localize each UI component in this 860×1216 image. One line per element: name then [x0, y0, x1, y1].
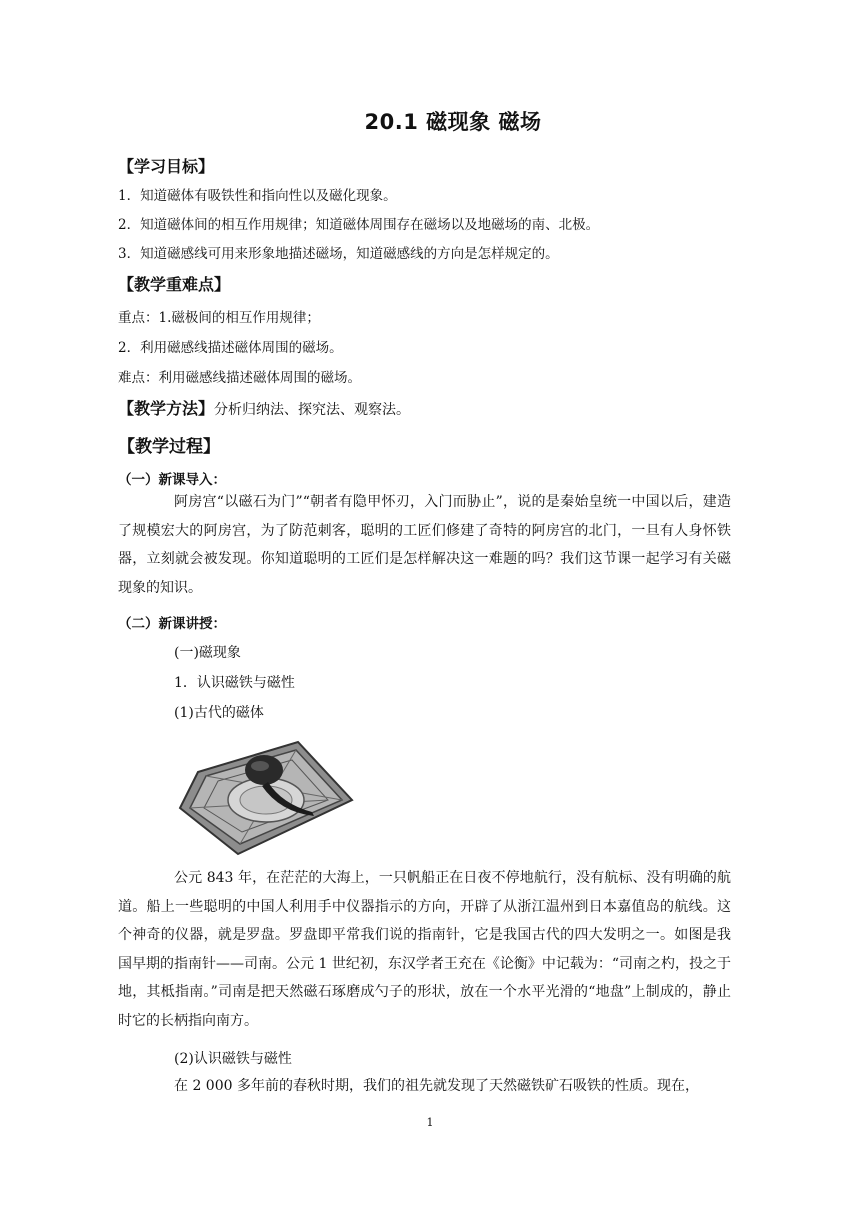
key-point-item: 2．利用磁感线描述磁体周围的磁场。 — [118, 340, 343, 356]
objective-item: 1．知道磁体有吸铁性和指向性以及磁化现象。 — [118, 188, 397, 204]
subheading-know-magnet: (2)认识磁铁与磁性 — [174, 1051, 292, 1067]
lecture-heading: （二）新课讲授： — [118, 616, 226, 632]
intro-paragraph: 阿房宫“以磁石为门”“朝者有隐甲怀刃，入门而胁止”，说的是秦始皇统一中国以后，建造了规模宏大的阿房宫，为了防范刺客，聪明的工匠们修建了奇特的阿房宫的北门，一旦有人身怀铁器，立刻就会被发现。你知道聪明的工匠们是怎样解决这一难题的吗？我们这节课一起学习有关磁现象的知识。 — [118, 494, 731, 596]
methods-heading: 【教学方法】 — [118, 399, 215, 418]
compass-paragraph: 公元 843 年，在茫茫的大海上，一只帆船正在日夜不停地航行，没有航标、没有明确的航道。船上一些聪明的中国人利用手中仪器指示的方向，开辟了从浙江温州到日本嘉值岛的航线。这个神奇的仪器，就是罗盘。罗盘即平常我们说的指南针，它是我国古代的四大发明之一。如图是我国早期的指南针——司南。公元 1 世纪初，东汉学者王充在《论衡》中记载为：“司南之杓，投之于地，其柢指南。”司南是把天然磁石琢磨成勺子的形状，放在一个水平光滑的“地盘”上制成的，静止时它的长柄指向南方。 — [118, 870, 731, 1029]
objective-item: 2．知道磁体间的相互作用规律；知道磁体周围存在磁场以及地磁场的南、北极。 — [118, 217, 600, 233]
subheading-ancient-magnet: (1)古代的磁体 — [174, 705, 264, 721]
page-title: 20.1 磁现象 磁场 — [364, 110, 542, 134]
key-point-item: 难点：利用磁感线描述磁体周围的磁场。 — [118, 370, 361, 386]
subheading-magnet-property: 1．认识磁铁与磁性 — [174, 675, 295, 691]
key-point-item: 重点：1.磁极间的相互作用规律； — [118, 310, 320, 326]
subheading-magnetism: (一)磁现象 — [174, 645, 241, 661]
sinan-compass-image — [176, 730, 356, 858]
process-heading: 【教学过程】 — [118, 437, 220, 457]
page-number: 1 — [426, 1116, 434, 1129]
intro-heading: （一）新课导入： — [118, 472, 226, 488]
objective-item: 3．知道磁感线可用来形象地描述磁场，知道磁感线的方向是怎样规定的。 — [118, 246, 559, 262]
spring-autumn-paragraph: 在 2 000 多年前的春秋时期，我们的祖先就发现了天然磁铁矿石吸铁的性质。现在， — [174, 1078, 699, 1094]
methods-text: 分析归纳法、探究法、观察法。 — [214, 402, 411, 418]
objectives-heading: 【学习目标】 — [118, 157, 215, 176]
methods-row — [118, 396, 410, 419]
key-points-heading: 【教学重难点】 — [118, 275, 231, 294]
